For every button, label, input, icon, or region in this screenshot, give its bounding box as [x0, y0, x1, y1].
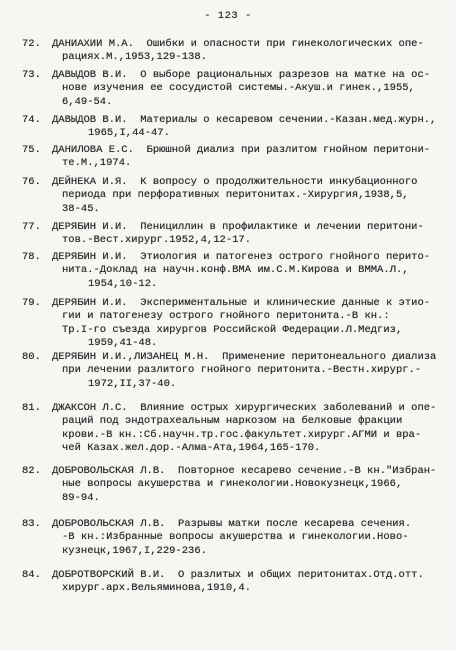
entry-line: кузнецк,1967,I,229-236. [62, 544, 207, 557]
entry-number: 83. [22, 518, 41, 530]
entry-number: 75. [22, 144, 41, 156]
bibliography-entry [0, 351, 456, 391]
page-number: - 123 - [204, 10, 252, 22]
entry-number: 73. [22, 69, 41, 81]
entry-line: ДЕРЯБИН И.И. Экспериментальные и клинические данные к этио- [52, 297, 431, 309]
entry-line: гии и патогенезу острого гнойного перитонита.-В кн.: [62, 310, 390, 323]
entry-line: ДЕРЯБИН И.И. Пенициллин в профилактике и лечении перитони- [52, 221, 424, 233]
entry-line: 1972,II,37-40. [88, 377, 177, 390]
entry-number: 81. [22, 402, 41, 414]
entry-line: раций под эндотрахеальным наркозом на белковые фракции [62, 415, 403, 428]
bibliography-entry [0, 38, 456, 65]
entry-number: 79. [22, 297, 41, 309]
entry-line: тов.-Вест.хирург.1952,4,12-17. [62, 234, 252, 247]
entry-line: при лечении разлитого гнойного перитонита.-Вестн.хирург.- [62, 364, 422, 377]
entry-number: 82. [22, 465, 41, 477]
entry-line: 1959,41-48. [88, 337, 158, 350]
entry-line: ДАНИЛОВА Е.С. Брюшной диализ при разлитом гнойном перитони- [52, 144, 431, 156]
entry-line: крови.-В кн.:Сб.научн.тр.гос.факультет.хирург.АГМИ и вра- [62, 428, 422, 441]
entry-line: ДЕРЯБИН И.И.,ЛИЗАНЕЦ М.Н. Применение перитонеального диализа [52, 351, 437, 363]
entry-line: 6,49-54. [62, 95, 113, 108]
entry-line: 1954,10-12. [88, 277, 158, 290]
bibliography-entry [0, 221, 456, 248]
entry-line: 1965,I,44-47. [88, 127, 170, 140]
bibliography-entry [0, 176, 456, 216]
entry-line: нове изучения ее сосудистой системы.-Акуш.и гинек.,1955, [62, 82, 415, 95]
entry-number: 72. [22, 38, 41, 50]
entry-line: нита.-Доклад на научн.конф.ВМА им.С.М.Кирова и ВММА.Л., [62, 264, 409, 277]
entry-line: ные вопросы акушерства и гинекологии.Новокузнецк,1966, [62, 478, 403, 491]
bibliography-entry [0, 569, 456, 596]
entry-line: 89-94. [62, 491, 100, 504]
entry-line: -В кн.:Избранные вопросы акушерства и гинекологии.Ново- [62, 531, 409, 544]
entry-number: 76. [22, 176, 41, 188]
entry-line: ДОБРОВОЛЬСКАЯ Л.В. Разрывы матки после кесарева сечения. [52, 518, 412, 530]
entry-line: ДАВЫДОВ В.И. Материалы о кесаревом сечении.-Казан.мед.журн., [52, 114, 437, 126]
entry-line: ДЕЙНЕКА И.Я. К вопросу о продолжительности инкубационного [52, 176, 418, 188]
entry-line: рациях.М.,1953,129-138. [62, 51, 207, 64]
entry-line: 38-45. [62, 202, 100, 215]
entry-number: 78. [22, 251, 41, 263]
bibliography-entry [0, 518, 456, 558]
entry-line: ДАНИАХИИ М.А. Ошибки и опасности при гинекологических опе- [52, 38, 424, 50]
bibliography-entry [0, 297, 456, 351]
entry-line: ДОБРОТВОРСКИЙ В.И. О разлитых и общих перитонитах.Отд.отт. [52, 569, 424, 581]
entry-line: ДАВЫДОВ В.И. О выборе рациональных разрезов на матке на ос- [52, 69, 431, 81]
entry-number: 77. [22, 221, 41, 233]
entry-line: чей Казах.жел.дор.-Алма-Ата,1964,165-170. [62, 442, 321, 455]
bibliography-entry [0, 114, 456, 141]
entry-number: 74. [22, 114, 41, 126]
entry-line: Тр.I-го съезда хирургов Российской Федерации.Л.Медгиз, [62, 323, 403, 336]
entry-line: те.М.,1974. [62, 157, 132, 170]
bibliography-entry [0, 465, 456, 505]
entry-line: ДОБРОВОЛЬСКАЯ Л.В. Повторное кесарево сечение.-В кн."Избран- [52, 465, 437, 477]
entry-line: хирург.арх.Вельяминова,1910,4. [62, 582, 252, 595]
bibliography-entry [0, 402, 456, 456]
entry-line: ДЕРЯБИН И.И. Этиология и патогенез острого гнойного перито- [52, 251, 431, 263]
bibliography-entry [0, 144, 456, 171]
entry-line: периода при перфоративных перитонитах.-Хирургия,1938,5, [62, 189, 409, 202]
bibliography-entry [0, 251, 456, 291]
bibliography-entry [0, 69, 456, 109]
entry-number: 84. [22, 569, 41, 581]
entry-number: 80. [22, 351, 41, 363]
entry-line: ДЖАКСОН Л.С. Влияние острых хирургических заболеваний и опе- [52, 402, 437, 414]
